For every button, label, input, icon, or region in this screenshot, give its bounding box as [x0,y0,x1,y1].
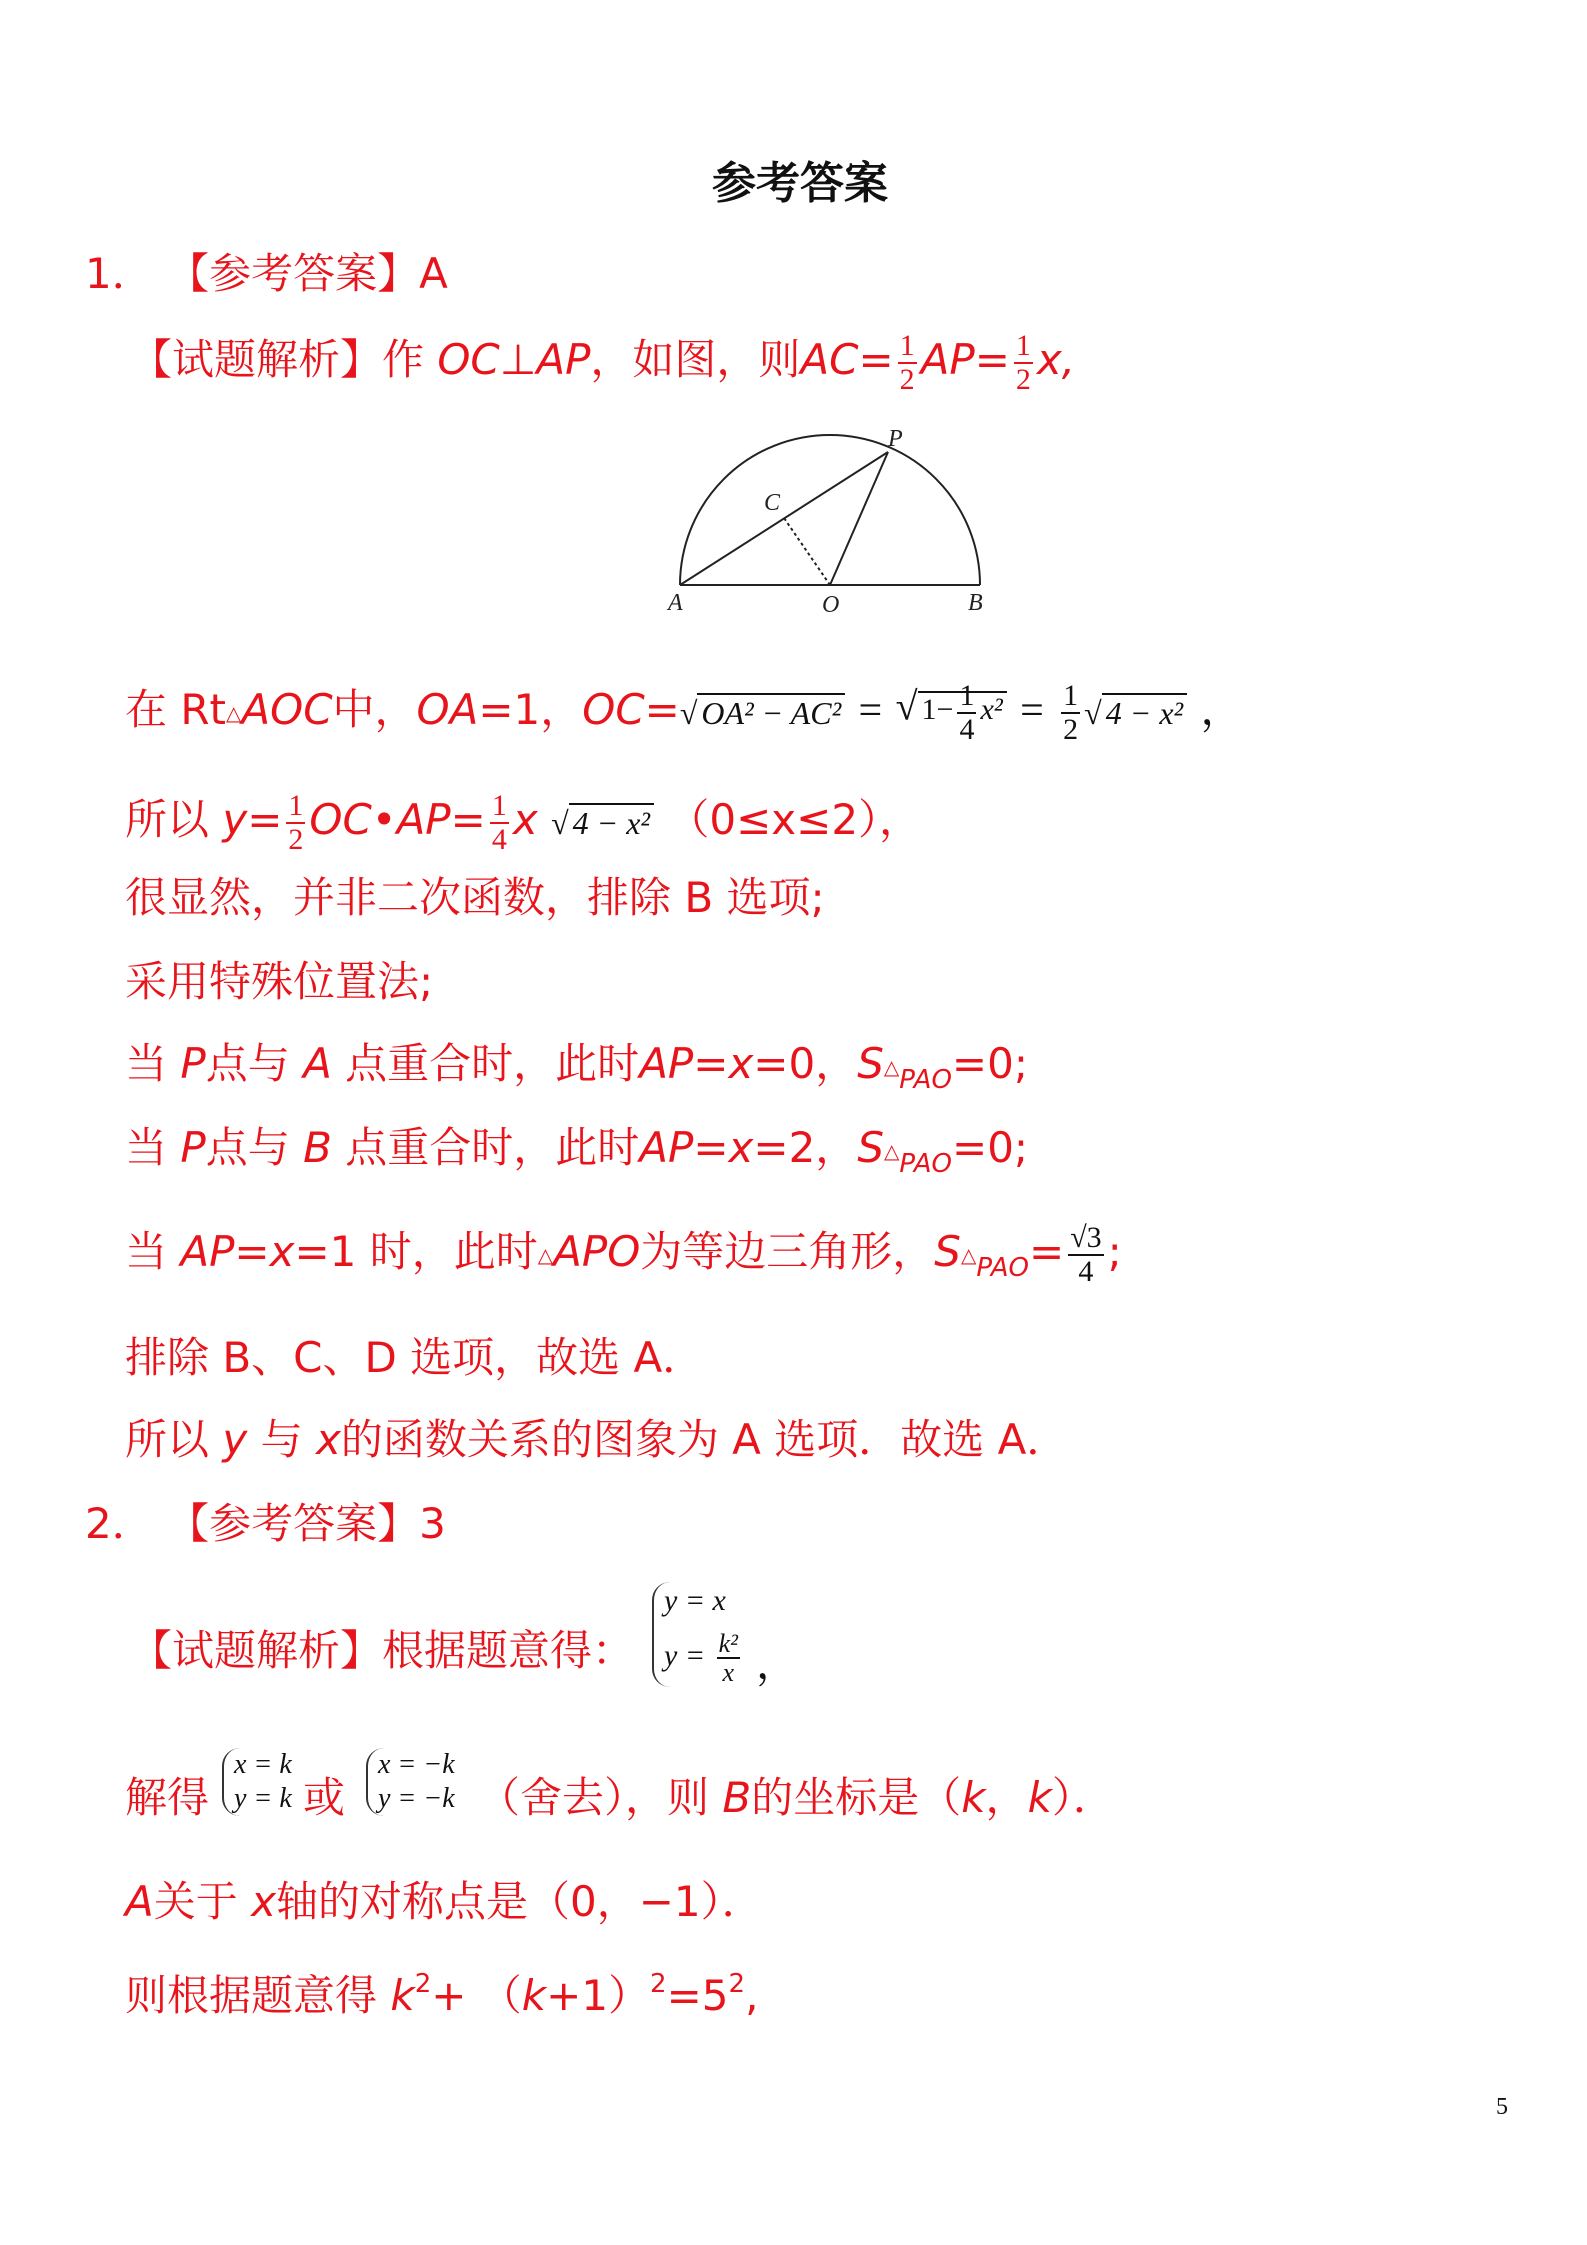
text: =0; [951,1039,1028,1088]
var-k: k [521,1971,547,2020]
label-b: B [968,590,983,616]
sys3-line1: x = −k [378,1749,455,1780]
frac-num: 1 [491,789,507,822]
text: + （ [431,1971,522,2020]
fraction-quarter [957,680,976,745]
q1-line-7 [125,1122,1028,1190]
fraction-half-3 [1061,680,1080,745]
text: 的函数关系的图象为 A 选项．故选 A． [340,1415,1069,1464]
q1-line-4: 很显然，并非二次函数，排除 B 选项; [125,873,825,922]
fraction-k2-over-x [717,1630,740,1687]
q1-line-5: 采用特殊位置法; [125,957,434,1006]
sys2-line1: x = k [234,1749,292,1780]
semicircle-figure [660,410,1000,620]
var-x: x [315,1415,341,1464]
superscript: 2 [728,1969,746,1999]
q1-line-9: 排除 B、C、D 选项，故选 A． [125,1333,705,1382]
text: 中， [332,685,417,734]
oc-ap: OC•AP= [309,795,486,844]
text: 为等边三角形， [640,1227,935,1276]
radicand: 4 − x² [1102,693,1187,731]
triangle-icon: △ [960,1243,977,1267]
frac-num: √3 [1070,1221,1102,1254]
area-s: S [857,1123,884,1172]
q1-number: 1． [85,249,154,298]
subscript-pao: PAO [976,1253,1029,1283]
ac-label: AC= [800,335,894,384]
triangle-icon: △ [883,1055,900,1079]
frac-den: 2 [899,362,915,396]
sqrt-expression-2: √ 1− $\frac{1}{4}$ x² [896,680,1007,745]
equation-system-3 [366,1748,455,1816]
ap-x: AP=x [639,1123,754,1172]
oa-label: OA [416,685,479,734]
var-a: A [303,1039,332,1088]
var-k: k [390,1971,415,2020]
perp-expression: OC⊥AP [437,335,591,384]
page-number: 5 [1496,2094,1508,2120]
analysis-label: 【试题解析】作 [130,335,425,384]
text: 点重合时，此时 [345,1123,640,1172]
var-k: k [961,1773,986,1822]
text: 点重合时，此时 [345,1039,640,1088]
q1-heading [85,248,448,300]
text: 与 [260,1415,303,1464]
semicircle-arc [680,435,980,585]
text: ）． [1051,1773,1115,1822]
text: x² [980,693,1003,727]
ap-label: AP= [920,335,1010,384]
equation-system-2 [222,1748,292,1816]
sys1-line1: y = x [664,1584,726,1617]
label-p: P [888,426,903,452]
frac-num: 1 [1063,679,1079,712]
frac-num: k² [718,1629,738,1658]
q1-line-oc [125,680,1242,745]
radicand: 4 − x² [569,803,654,841]
x-var: x, [1036,335,1076,384]
x-var: x [512,795,538,844]
equals: = [858,688,883,734]
oc-label: OC= [582,685,680,734]
var-b: B [722,1773,752,1822]
text: 点与 [205,1123,290,1172]
equation-system-1 [652,1582,744,1687]
sqrt-expression-3: √ 4 − x² [1084,687,1187,739]
text: ， [985,1773,1028,1822]
text: =0; [952,1123,1029,1172]
text: 当 [125,1039,168,1088]
sys3-line2: y = −k [378,1783,455,1814]
q2-solve-label: 解得 [125,1773,210,1822]
text: =2， [753,1123,858,1172]
segment-oc-dotted [784,518,830,585]
text: 当 [125,1227,168,1276]
subscript-pao: PAO [899,1149,953,1179]
triangle-aoc: AOC [241,685,333,734]
q2-answer-label: 【参考答案】3 [167,1499,446,1548]
q1-line-10 [125,1414,1068,1466]
triangle-icon: △ [537,1243,554,1267]
text: 点与 [205,1039,290,1088]
sys1-line2 [664,1630,744,1687]
area-s: S [857,1039,884,1088]
text: 在 Rt [125,685,227,734]
frac-den: 4 [1068,1254,1103,1288]
comma: ， [1200,685,1243,734]
q2-line-4 [125,1958,758,2022]
text: =1 时，此时 [294,1227,538,1276]
triangle-apo: APO [553,1227,641,1276]
superscript: 2 [650,1969,667,1999]
fraction-sqrt3-over-4 [1068,1222,1103,1287]
y-eq: y= [222,795,283,844]
text: 轴的对称点是（0，−1）． [275,1877,764,1926]
q2-number: 2． [85,1499,154,1548]
q1-answer-label: 【参考答案】A [167,249,448,298]
label-c: C [764,490,781,516]
var-a: A [125,1877,154,1926]
segment-op [830,452,888,585]
text: 的坐标是（ [751,1773,962,1822]
sys1-comma: ， [756,1639,799,1688]
text: ; [1107,1227,1122,1276]
text: 当 [125,1123,168,1172]
ap-x: AP=x [639,1039,754,1088]
analysis-label: 【试题解析】根据题意得： [130,1626,635,1675]
text: （舍去），则 [478,1773,710,1822]
equals: = [1020,688,1044,734]
frac-den: 4 [959,712,975,746]
text: 则根据题意得 [125,1971,378,2020]
var-p: P [180,1123,206,1172]
ap-x: AP=x [180,1227,295,1276]
sqrt-expression-1: √ OA² − AC² [680,687,845,739]
text: 所以 [125,1415,210,1464]
text: =5 [666,1971,729,2020]
q1-line-6 [125,1038,1028,1106]
q1-line-y [125,790,921,855]
frac-den: x [717,1657,740,1686]
q2-line-3 [125,1876,764,1928]
text: , [745,1971,759,2020]
text: +1） [546,1971,651,2020]
radicand: OA² − AC² [697,693,845,731]
frac-num: 1 [1015,329,1031,362]
q1-line-8 [125,1222,1122,1294]
text: ，如图，则 [590,335,801,384]
frac-den: 2 [1015,362,1031,396]
page-title: 参考答案 [712,158,888,209]
fraction-half-2 [1014,330,1033,395]
domain-text: （0≤x≤2）， [667,795,922,844]
text: =0， [753,1039,858,1088]
text: 关于 [153,1877,238,1926]
q2-analysis-line [130,1625,634,1677]
fraction-quarter-2 [490,790,509,855]
superscript: 2 [414,1969,432,1999]
var-b: B [303,1123,332,1172]
q2-line-2-rest [478,1772,1115,1824]
triangle-icon: △ [883,1139,900,1163]
frac-num: 1 [899,329,915,362]
text: 1− [921,693,954,727]
frac-num: 1 [959,679,975,712]
label-o: O [822,592,840,618]
q2-or: 或 [303,1773,346,1822]
text: =1， [478,685,583,734]
q2-heading [85,1498,446,1550]
var-y: y [222,1415,248,1464]
radicand [918,679,1007,746]
fraction-half [898,330,917,395]
var-p: P [180,1039,206,1088]
triangle-icon: △ [226,701,242,725]
var-x: x [251,1877,276,1926]
q1-analysis-line [130,330,1075,395]
fraction-half-4 [286,790,305,855]
text: y = [664,1639,706,1673]
label-a: A [668,590,683,616]
frac-den: 2 [1063,712,1079,746]
frac-num: 1 [288,789,304,822]
sqrt-expression-4: √ 4 − x² [551,797,654,849]
var-k: k [1027,1773,1052,1822]
area-s: S [934,1227,961,1276]
frac-den: 4 [491,822,507,856]
frac-den: 2 [288,822,304,856]
text: 所以 [125,795,210,844]
sys2-line2: y = k [234,1783,292,1814]
subscript-pao: PAO [899,1065,952,1095]
equals: = [1028,1227,1065,1276]
